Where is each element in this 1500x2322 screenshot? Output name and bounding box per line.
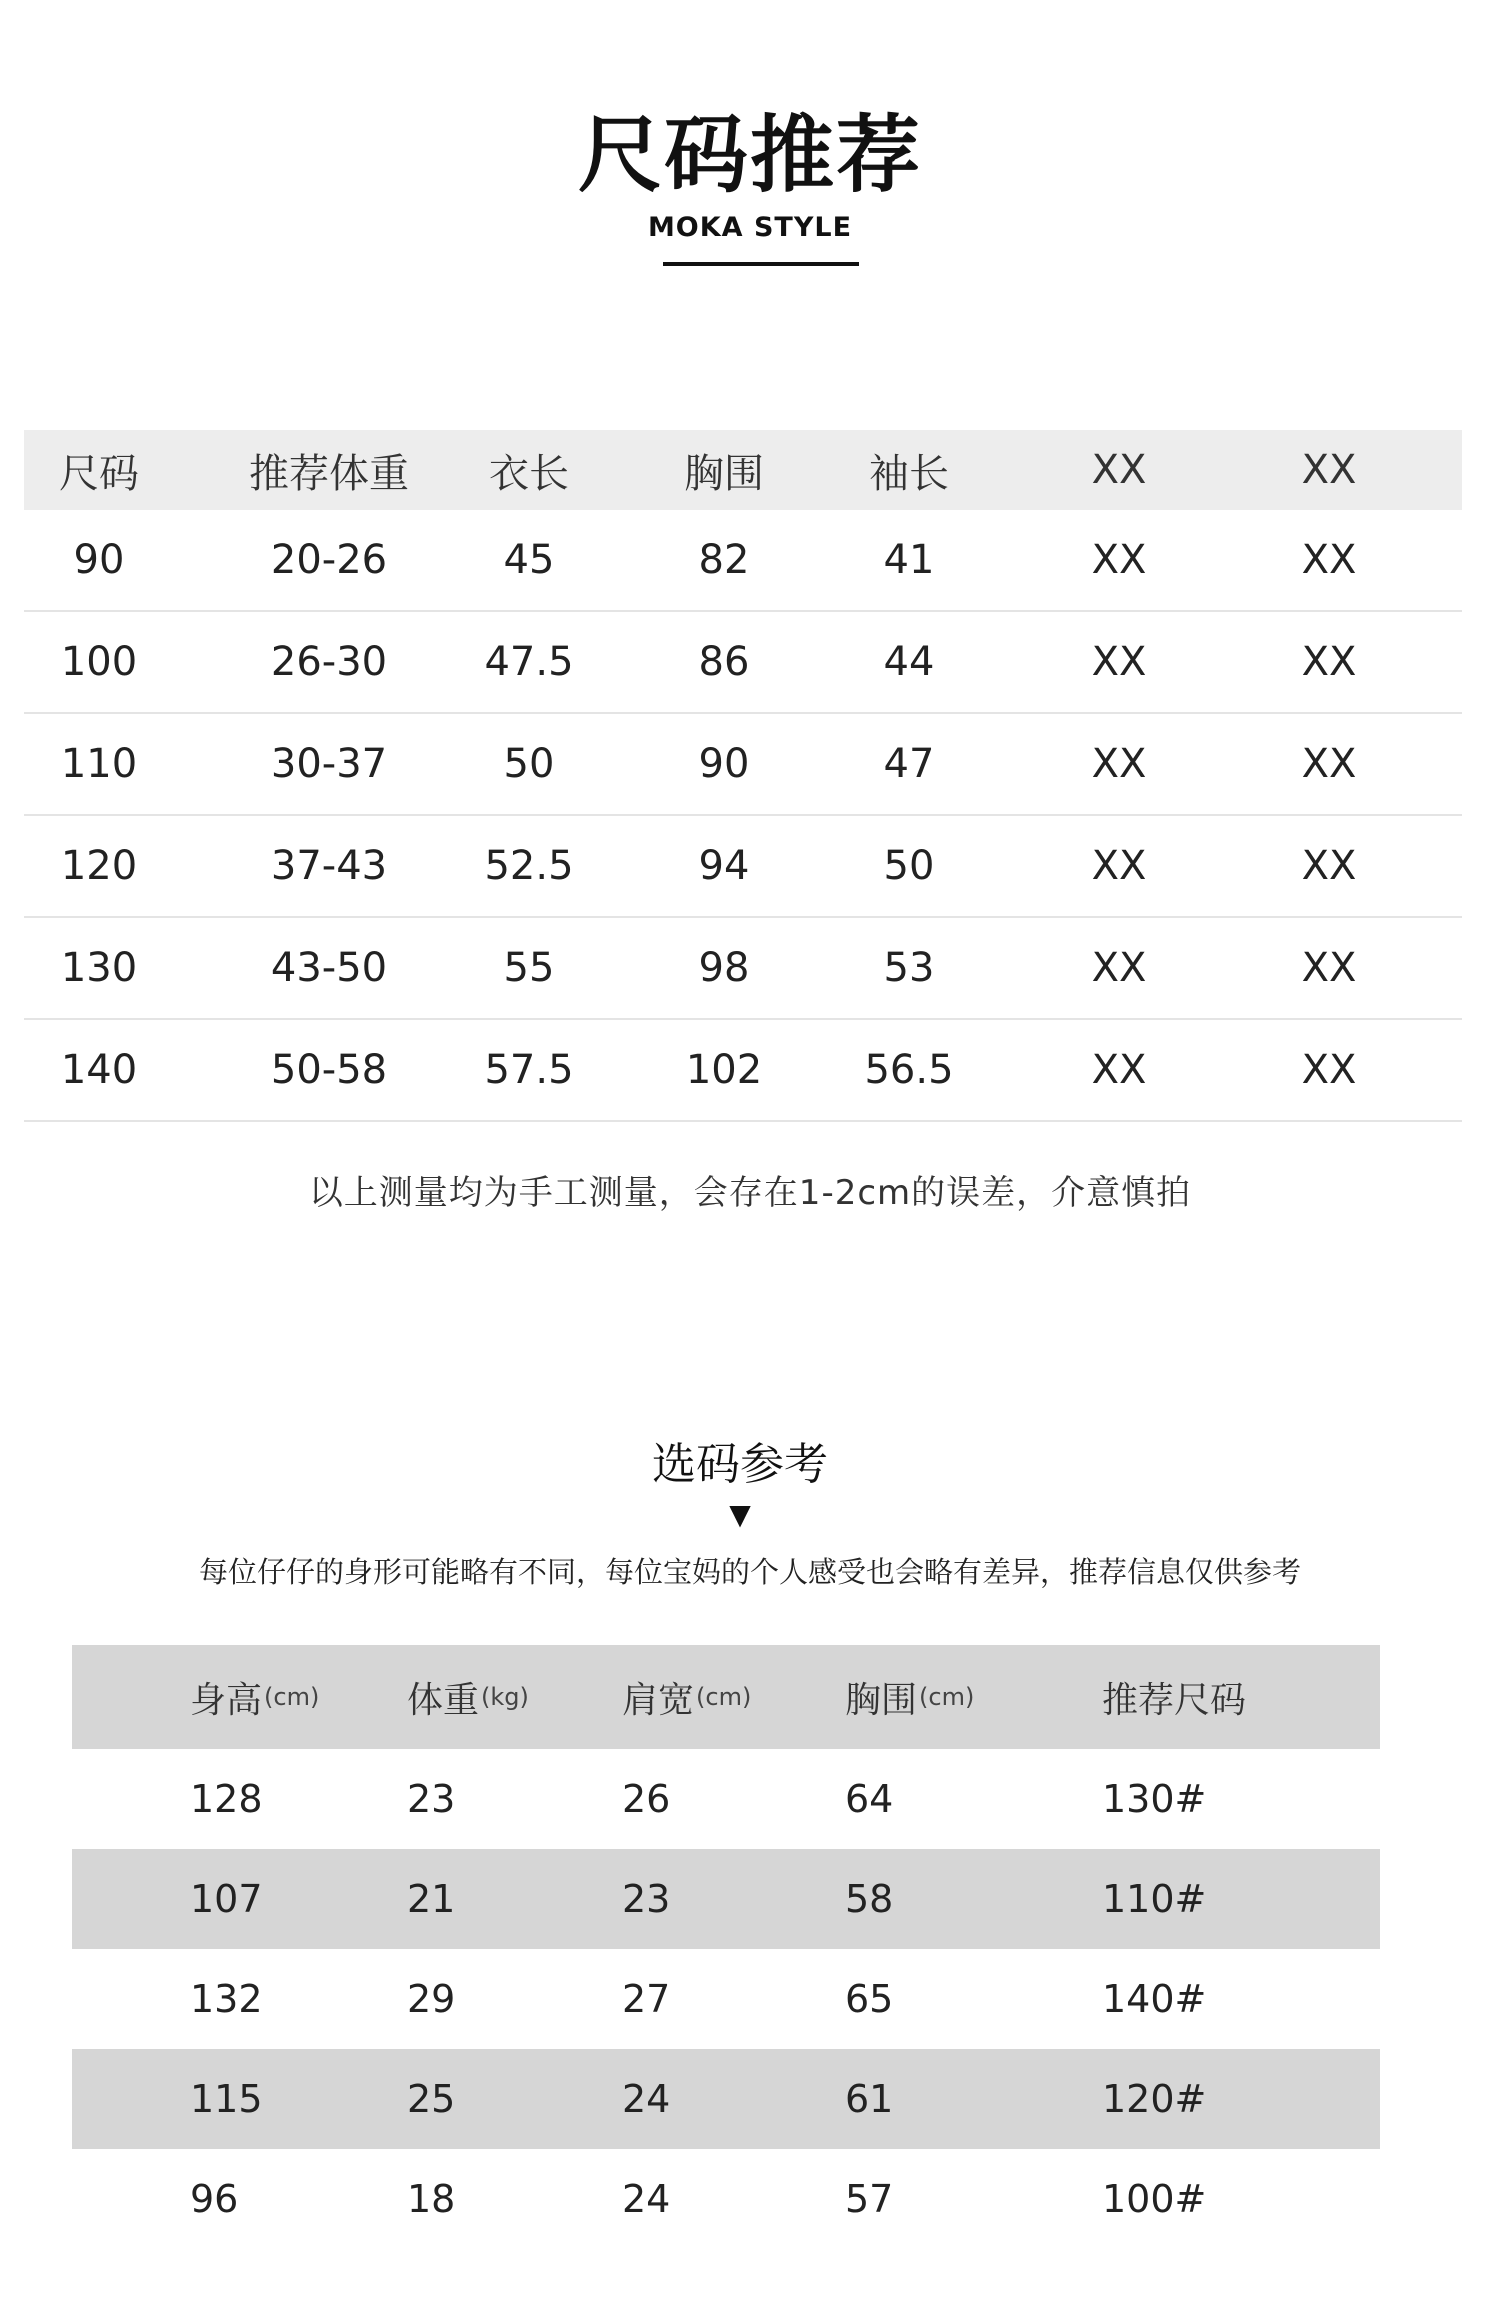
extra-cell-1: XX xyxy=(1091,945,1147,991)
down-arrow-icon: ▼ xyxy=(729,1498,751,1531)
weight-cell: 37-43 xyxy=(270,843,388,889)
table-row xyxy=(72,1749,1380,1849)
table-row xyxy=(24,714,1462,816)
weight-cell: 26-30 xyxy=(270,639,388,685)
length-cell: 52.5 xyxy=(484,843,574,889)
weight-col-unit: (kg) xyxy=(481,1683,529,1711)
size-cell: 110 xyxy=(60,741,138,787)
table-row xyxy=(24,510,1462,612)
chest-cell: 90 xyxy=(698,741,750,787)
weight-col-header: 推荐体重 xyxy=(249,450,409,497)
brand-subtitle: MOKA STYLE xyxy=(647,212,853,243)
recommended-size-col-label: 推荐尺码 xyxy=(1102,1679,1247,1721)
shoulder-cell: 23 xyxy=(622,1877,671,1921)
chest-cell: 94 xyxy=(698,843,750,889)
chest-cell: 65 xyxy=(845,1977,894,2021)
extra-cell-1: XX xyxy=(1091,741,1147,787)
length-col-header: 衣长 xyxy=(489,450,569,497)
chest-cell: 86 xyxy=(698,639,750,685)
height-cell: 128 xyxy=(190,1777,263,1821)
height-col-unit: (cm) xyxy=(264,1683,320,1711)
table-row xyxy=(24,612,1462,714)
size-cell: 130 xyxy=(60,945,138,991)
table-row xyxy=(72,2149,1380,2249)
size-cell: 90 xyxy=(73,537,125,583)
chest-col-unit: (cm) xyxy=(919,1683,975,1711)
weight-cell: 30-37 xyxy=(270,741,388,787)
extra-cell-2: XX xyxy=(1301,945,1357,991)
shoulder-cell: 24 xyxy=(622,2177,671,2221)
table-row xyxy=(24,918,1462,1020)
size-table-header xyxy=(24,430,1462,510)
chest-cell: 64 xyxy=(845,1777,894,1821)
chest-cell: 82 xyxy=(698,537,750,583)
size-cell: 100 xyxy=(60,639,138,685)
weight-cell: 23 xyxy=(407,1777,456,1821)
sleeve-cell: 44 xyxy=(883,639,935,685)
height-cell: 132 xyxy=(190,1977,263,2021)
length-cell: 45 xyxy=(503,537,555,583)
chest-col-header: 胸围 xyxy=(684,450,764,497)
length-cell: 47.5 xyxy=(484,639,574,685)
height-cell: 107 xyxy=(190,1877,263,1921)
extra-cell-1: XX xyxy=(1091,843,1147,889)
recommended-size-cell: 110# xyxy=(1102,1877,1207,1921)
sleeve-cell: 41 xyxy=(883,537,935,583)
size-col-header: 尺码 xyxy=(59,450,139,497)
extra-cell-2: XX xyxy=(1301,741,1357,787)
extra-cell-1: XX xyxy=(1091,639,1147,685)
weight-cell: 50-58 xyxy=(270,1047,388,1093)
shoulder-col-unit: (cm) xyxy=(696,1683,752,1711)
measurement-note: 以上测量均为手工测量，会存在1-2cm的误差，介意慎拍 xyxy=(308,1173,1192,1213)
chest-cell: 61 xyxy=(845,2077,894,2121)
weight-cell: 43-50 xyxy=(270,945,388,991)
extra-cell-2: XX xyxy=(1301,639,1357,685)
chest-cell: 58 xyxy=(845,1877,894,1921)
extra-col-header-2: XX xyxy=(1301,447,1357,493)
extra-cell-2: XX xyxy=(1301,537,1357,583)
size-cell: 120 xyxy=(60,843,138,889)
height-cell: 96 xyxy=(190,2177,239,2221)
table-row xyxy=(72,1849,1380,1949)
weight-col-label: 体重 xyxy=(407,1679,480,1721)
length-cell: 55 xyxy=(503,945,555,991)
weight-cell: 18 xyxy=(407,2177,456,2221)
sleeve-cell: 53 xyxy=(883,945,935,991)
page-title: 尺码推荐 xyxy=(577,106,922,204)
recommended-size-col-header xyxy=(1102,1645,1246,1749)
chest-col-header xyxy=(845,1645,974,1749)
length-cell: 50 xyxy=(503,741,555,787)
shoulder-cell: 26 xyxy=(622,1777,671,1821)
extra-cell-2: XX xyxy=(1301,1047,1357,1093)
chest-cell: 98 xyxy=(698,945,750,991)
extra-col-header-1: XX xyxy=(1091,447,1147,493)
reference-table-header xyxy=(72,1645,1380,1749)
chest-col-label: 胸围 xyxy=(845,1679,918,1721)
extra-cell-2: XX xyxy=(1301,843,1357,889)
table-row xyxy=(24,816,1462,918)
sleeve-col-header: 袖长 xyxy=(869,450,949,497)
sleeve-cell: 50 xyxy=(883,843,935,889)
sleeve-cell: 47 xyxy=(883,741,935,787)
reference-title: 选码参考 xyxy=(652,1439,828,1490)
reference-table xyxy=(72,1645,1380,2249)
height-col-label: 身高 xyxy=(190,1679,263,1721)
recommended-size-cell: 100# xyxy=(1102,2177,1207,2221)
height-col-header xyxy=(190,1645,319,1749)
chest-cell: 57 xyxy=(845,2177,894,2221)
shoulder-cell: 24 xyxy=(622,2077,671,2121)
weight-col-header xyxy=(407,1645,529,1749)
shoulder-col-header xyxy=(622,1645,751,1749)
shoulder-col-label: 肩宽 xyxy=(622,1679,695,1721)
table-row xyxy=(72,2049,1380,2149)
table-row xyxy=(24,1020,1462,1122)
size-table xyxy=(24,430,1462,1122)
weight-cell: 21 xyxy=(407,1877,456,1921)
recommended-size-cell: 120# xyxy=(1102,2077,1207,2121)
extra-cell-1: XX xyxy=(1091,1047,1147,1093)
recommended-size-cell: 140# xyxy=(1102,1977,1207,2021)
sleeve-cell: 56.5 xyxy=(864,1047,954,1093)
weight-cell: 20-26 xyxy=(270,537,388,583)
shoulder-cell: 27 xyxy=(622,1977,671,2021)
length-cell: 57.5 xyxy=(484,1047,574,1093)
extra-cell-1: XX xyxy=(1091,537,1147,583)
title-underline xyxy=(663,262,859,266)
height-cell: 115 xyxy=(190,2077,263,2121)
reference-description: 每位仔仔的身形可能略有不同，每位宝妈的个人感受也会略有差异，推荐信息仅供参考 xyxy=(198,1555,1301,1589)
table-row xyxy=(72,1949,1380,2049)
weight-cell: 25 xyxy=(407,2077,456,2121)
recommended-size-cell: 130# xyxy=(1102,1777,1207,1821)
weight-cell: 29 xyxy=(407,1977,456,2021)
chest-cell: 102 xyxy=(685,1047,763,1093)
size-cell: 140 xyxy=(60,1047,138,1093)
